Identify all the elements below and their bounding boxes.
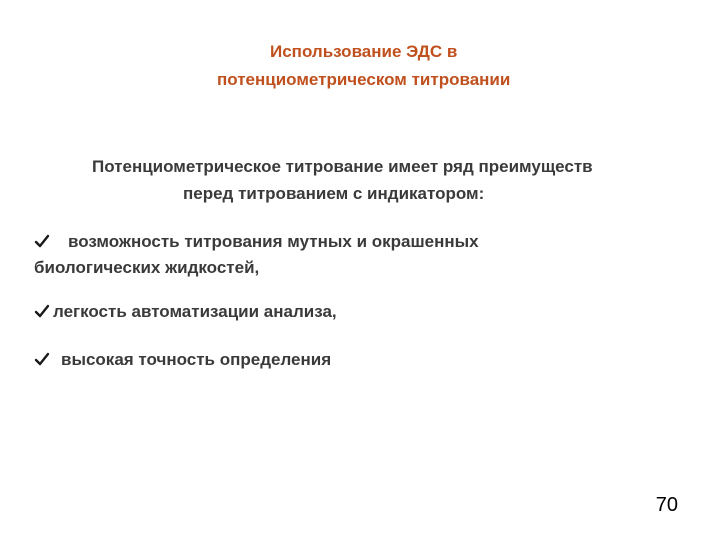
check-icon <box>34 303 50 319</box>
bullet-item-1 <box>34 229 479 255</box>
bullet-item-2 <box>34 299 337 325</box>
bullet-item-2-text: легкость автоматизации анализа, <box>53 302 337 321</box>
bullet-item-1-text: возможность титрования мутных и окрашенных <box>68 232 479 251</box>
check-icon <box>34 233 50 249</box>
intro-line-1: Потенциометрическое титрование имеет ряд преимуществ <box>92 157 593 176</box>
intro-line-2: перед титрованием с индикатором: <box>183 184 485 203</box>
bullet-item-3 <box>34 347 331 373</box>
slide-title-line-2: потенциометрическом титровании <box>217 70 511 89</box>
bullet-item-3-text: высокая точность определения <box>61 350 332 369</box>
page-number: 70 <box>655 494 678 516</box>
check-icon <box>34 351 50 367</box>
bullet-item-1-continuation: биологических жидкостей, <box>34 258 260 277</box>
slide-title-line-1: Использование ЭДС в <box>270 42 458 61</box>
